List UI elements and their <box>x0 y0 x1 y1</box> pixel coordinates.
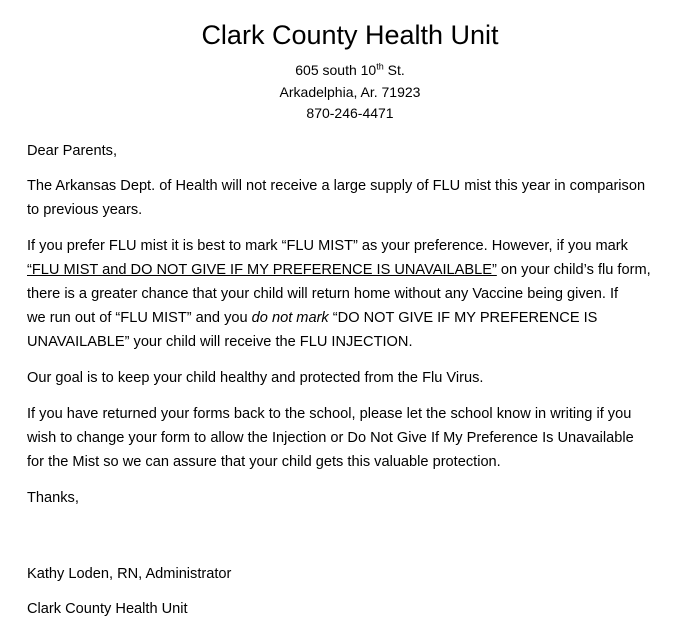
paragraph-goal: Our goal is to keep your child healthy and protected from the Flu Virus. <box>27 370 484 386</box>
paragraph-supply: The Arkansas Dept. of Health will not receive a large supply of FLU mist this year in comparison to previous years. <box>27 178 646 218</box>
address-phone: 870-246-4471 <box>306 105 394 121</box>
address-street: 605 south 10th St. <box>295 61 405 78</box>
signature-org: Clark County Health Unit <box>27 601 188 617</box>
signature-name: Kathy Loden, RN, Administrator <box>27 566 232 582</box>
paragraph-preference: If you prefer FLU mist it is best to mark “FLU MIST” as your preference. However, if you mark “FLU MIST and DO NOT GIVE IF MY PREFERENCE IS UNAVAILABLE” on your child’s flu form, there is a greater chance that your child will return home without any Vaccine being given. If we run out of “FLU MIST” and you do not mark “DO NOT GIVE IF MY PREFERENCE IS UNAVAILABLE” your child will receive the FLU INJECTION. <box>27 238 651 350</box>
letterhead-title: Clark County Health Unit <box>201 20 499 50</box>
address-city: Arkadelphia, Ar. 71923 <box>279 84 421 100</box>
underlined-option: “FLU MIST and DO NOT GIVE IF MY PREFERENCE IS UNAVAILABLE” <box>27 262 497 278</box>
closing-thanks: Thanks, <box>27 490 79 506</box>
greeting: Dear Parents, <box>27 143 118 159</box>
paragraph-forms: If you have returned your forms back to the school, please let the school know in writing if you wish to change your form to allow the Injection or Do Not Give If My Preference Is Unavailable for the Mist so we can assure that your child gets this valuable protection. <box>27 406 634 470</box>
